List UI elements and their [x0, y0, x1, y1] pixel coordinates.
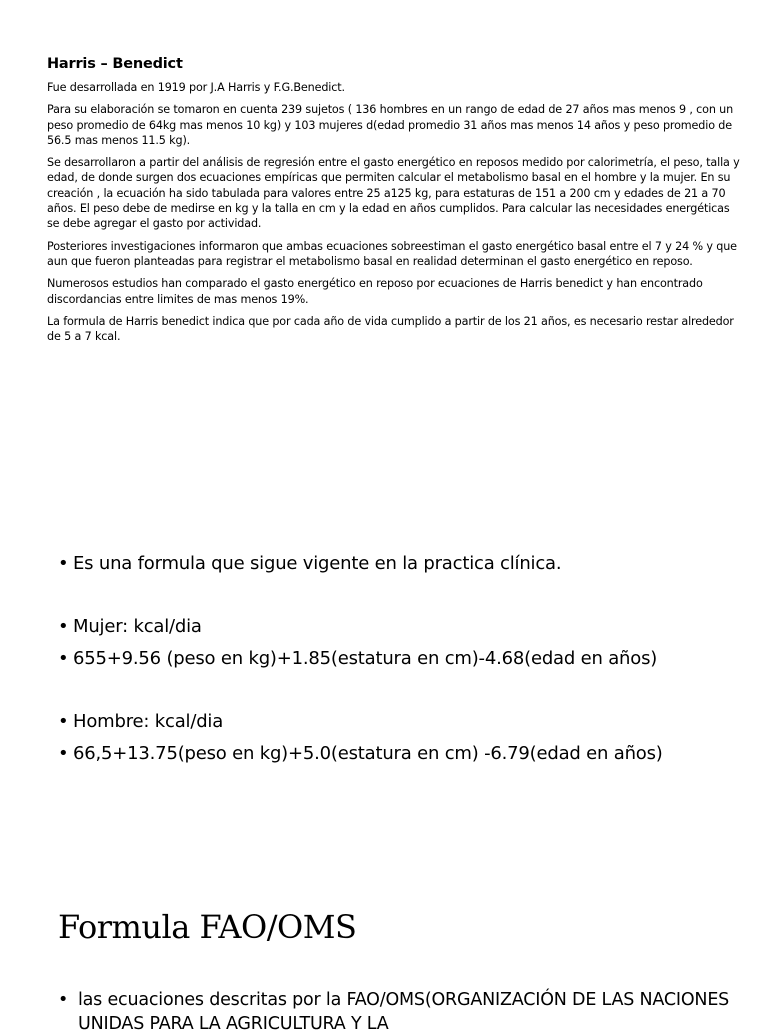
- paragraph-subjects: Para su elaboración se tomaron en cuenta 239 sujetos ( 136 hombres en un rango de edad de 27 años mas menos 9 , con un peso promedio de 64kg mas menos 10 kg) y 103 mujeres d(edad promedio 31 años mas menos 14 años y peso promedio de 56.5 mas menos 11.5 kg).: [47, 103, 734, 147]
- list-item-text: Mujer: kcal/dia: [73, 616, 202, 637]
- paragraph-discordance: Numerosos estudios han comparado el gasto energético en reposo por ecuaciones de Harris benedict y han encontrado discordancias entre limites de mas menos 19%.: [47, 277, 703, 306]
- list-item-text: Es una formula que sigue vigente en la practica clínica.: [73, 553, 562, 574]
- bullet-icon: •: [58, 648, 69, 669]
- men-formula: 66,5+13.75(peso en kg)+5.0(estatura en cm) -6.79(edad en años): [73, 743, 663, 764]
- bullet-icon: •: [58, 743, 69, 764]
- bullet-icon: •: [58, 616, 69, 637]
- paragraph-age-adjustment: La formula de Harris benedict indica que por cada año de vida cumplido a partir de los 21 años, es necesario restar alrededor de 5 a 7 kcal.: [47, 314, 734, 344]
- document-section: [47, 56, 742, 351]
- formula-bullet-list: [58, 548, 738, 770]
- list-item: [58, 988, 738, 1036]
- bullet-icon: •: [58, 990, 69, 1010]
- fao-bullet-list: [58, 988, 738, 1036]
- list-item-text: las ecuaciones descritas por la FAO/OMS(ORGANIZACIÓN DE LAS NACIONES UNIDAS PARA LA AGRICULTURA Y LA: [78, 990, 730, 1034]
- fao-section-title: Formula FAO/OMS: [58, 908, 357, 946]
- list-item: [58, 611, 738, 643]
- women-formula: 655+9.56 (peso en kg)+1.85(estatura en cm)-4.68(edad en años): [73, 648, 658, 669]
- list-item-text: Hombre: kcal/dia: [73, 711, 224, 732]
- paragraph-regression: Se desarrollaron a partir del análisis de regresión entre el gasto energético en reposos medido por calorimetría, el peso, talla y edad, de donde surgen dos ecuaciones empíricas que permiten calcular el metabolismo basal en el hombre y la mujer. En su creación , la ecuación ha sido tabulada para valores entre 25 a125 kg, para estaturas de 151 a 200 cm y edades de 21 a 70 años. El peso debe de medirse en kg y la talla en cm y la edad en años cumplidos. Para calcular las necesidades energéticas se debe agregar el gasto por actividad.: [47, 156, 740, 231]
- list-item: [58, 738, 738, 770]
- paragraph-origin: Fue desarrollada en 1919 por J.A Harris y F.G.Benedict.: [47, 81, 345, 94]
- list-item: [58, 706, 738, 738]
- list-item: [58, 548, 738, 580]
- bullet-icon: •: [58, 553, 69, 574]
- document-heading: Harris – Benedict: [47, 56, 183, 72]
- bullet-icon: •: [58, 711, 69, 732]
- paragraph-overestimation: Posteriores investigaciones informaron que ambas ecuaciones sobreestiman el gasto energético basal entre el 7 y 24 % y que aun que fueron planteadas para registrar el metabolismo basal en realidad determinan el gasto energético en reposo.: [47, 239, 737, 268]
- list-item: [58, 643, 738, 675]
